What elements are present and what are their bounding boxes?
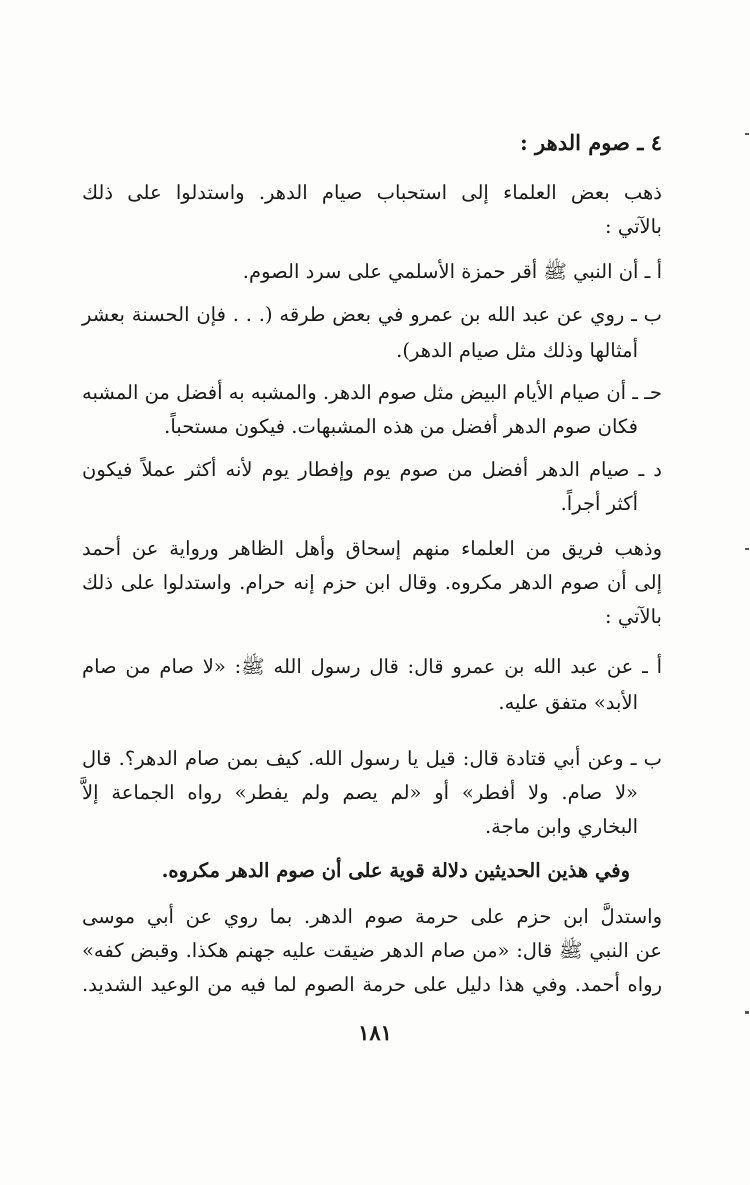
text-line: «لا صام. ولا أفطر» أو «لم يصم ولم يفطر» رواه الجماعة إلاَّ [82,781,638,804]
text-line: ذهب بعض العلماء إلى استحباب صيام الدهر. واستدلوا على ذلك [82,181,662,204]
list-item-d: د ـ صيام الدهر أفضل من صوم يوم وإفطار يوم لأنه أكثر عملاً فيكون [82,458,662,481]
scan-mark [745,1011,749,1014]
text-line: بالآتي : [605,605,662,628]
scan-mark [745,548,749,550]
text-line: أكثر أجراً. [560,492,638,515]
text-line: رواه أحمد. وفي هذا دليل على حرمة الصوم لما فيه من الوعيد الشديد. [82,973,662,996]
text-line: إلى أن صوم الدهر مكروه. وقال ابن حزم إنه حرام. واستدلوا على ذلك [82,571,662,594]
text-line: البخاري وابن ماجة. [484,815,638,838]
text-line: واستدلَّ ابن حزم على حرمة صوم الدهر. بما روي عن أبي موسى [82,905,662,928]
text-line: وذهب فريق من العلماء منهم إسحاق وأهل الظاهر ورواية عن أحمد [82,537,662,560]
section-heading: ٤ ـ صوم الدهر : [519,130,662,155]
text-line: عن النبي ﷺ قال: «من صام الدهر ضيقت عليه جهنم هكذا. وقبض كفه» [82,939,662,962]
list-item-b: ب ـ روي عن عبد الله بن عمرو في بعض طرقه (. . . فإن الحسنة بعشر [82,303,662,326]
list-item-b: ب ـ وعن أبي قتادة قال: قيل يا رسول الله. كيف بمن صام الدهر؟. قال [82,747,662,770]
list-item-c: حـ ـ أن صيام الأيام البيض مثل صوم الدهر. والمشبه به أفضل من المشبه [82,381,662,404]
text-line: وفي هذين الحديثين دلالة قوية على أن صوم الدهر مكروه. [161,859,630,882]
list-item-a: أ ـ أن النبي ﷺ أقر حمزة الأسلمي على سرد الصوم. [242,260,662,283]
page-number: ١٨١ [358,1020,392,1045]
text-line: بالآتي : [605,215,662,238]
scan-mark [745,133,749,135]
text-line: أمثالها وذلك مثل صيام الدهر). [396,339,638,362]
list-item-a: أ ـ عن عبد الله بن عمرو قال: قال رسول الله ﷺ: «لا صام من صام [82,655,662,678]
text-line: الأبد» متفق عليه. [498,691,638,714]
text-line: فكان صوم الدهر أفضل من هذه المشبهات. فيكون مستحباً. [164,415,638,438]
